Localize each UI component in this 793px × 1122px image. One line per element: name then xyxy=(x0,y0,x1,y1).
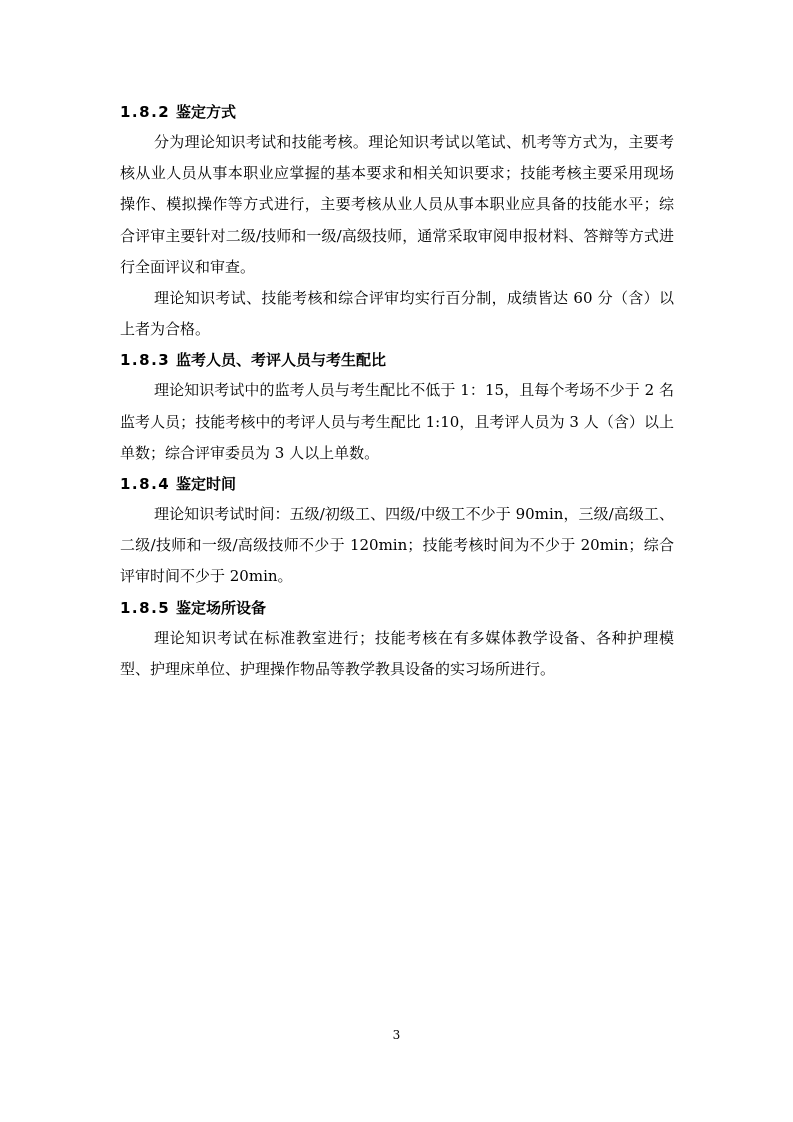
section-title: 监考人员、考评人员与考生配比 xyxy=(176,351,387,370)
section-1-8-4 xyxy=(120,469,674,593)
section-number: 1.8.3 xyxy=(120,351,171,370)
section-title: 鉴定场所设备 xyxy=(176,598,267,617)
section-heading xyxy=(120,345,674,375)
section-1-8-5 xyxy=(120,593,674,685)
page-number: 3 xyxy=(392,1028,401,1042)
page-content xyxy=(120,97,674,685)
section-heading xyxy=(120,469,674,499)
section-number: 1.8.5 xyxy=(120,598,171,617)
paragraph: 理论知识考试、技能考核和综合评审均实行百分制，成绩皆达 60 分（含）以上者为合格。 xyxy=(120,289,674,339)
section-number: 1.8.4 xyxy=(120,475,171,494)
paragraph: 理论知识考试在标准教室进行；技能考核在有多媒体教学设备、各种护理模型、护理床单位、护理操作物品等教学教具设备的实习场所进行。 xyxy=(120,628,674,678)
paragraph: 分为理论知识考试和技能考核。理论知识考试以笔试、机考等方式为，主要考核从业人员从事本职业应掌握的基本要求和相关知识要求；技能考核主要采用现场操作、模拟操作等方式进行，主要考核从业人员从事本职业应具备的技能水平；综合评审主要针对二级/技师和一级/高级技师，通常采取审阅申报材料、答辩等方式进行全面评议和审查。 xyxy=(120,133,674,276)
section-title: 鉴定时间 xyxy=(176,475,237,494)
section-heading xyxy=(120,97,674,127)
section-title: 鉴定方式 xyxy=(176,103,237,121)
section-number: 1.8.2 xyxy=(120,103,171,121)
section-1-8-2 xyxy=(120,97,674,345)
paragraph: 理论知识考试时间：五级/初级工、四级/中级工不少于 90min，三级/高级工、二级/技师和一级/高级技师不少于 120min；技能考核时间为不少于 20min；综合评审时间不少于 20min。 xyxy=(120,505,674,586)
section-heading xyxy=(120,593,674,623)
section-1-8-3 xyxy=(120,345,674,469)
paragraph: 理论知识考试中的监考人员与考生配比不低于 1：15，且每个考场不少于 2 名监考人员；技能考核中的考评人员与考生配比 1:10，且考评人员为 3 人（含）以上单数；综合评审委员为 3 人以上单数。 xyxy=(120,381,674,462)
